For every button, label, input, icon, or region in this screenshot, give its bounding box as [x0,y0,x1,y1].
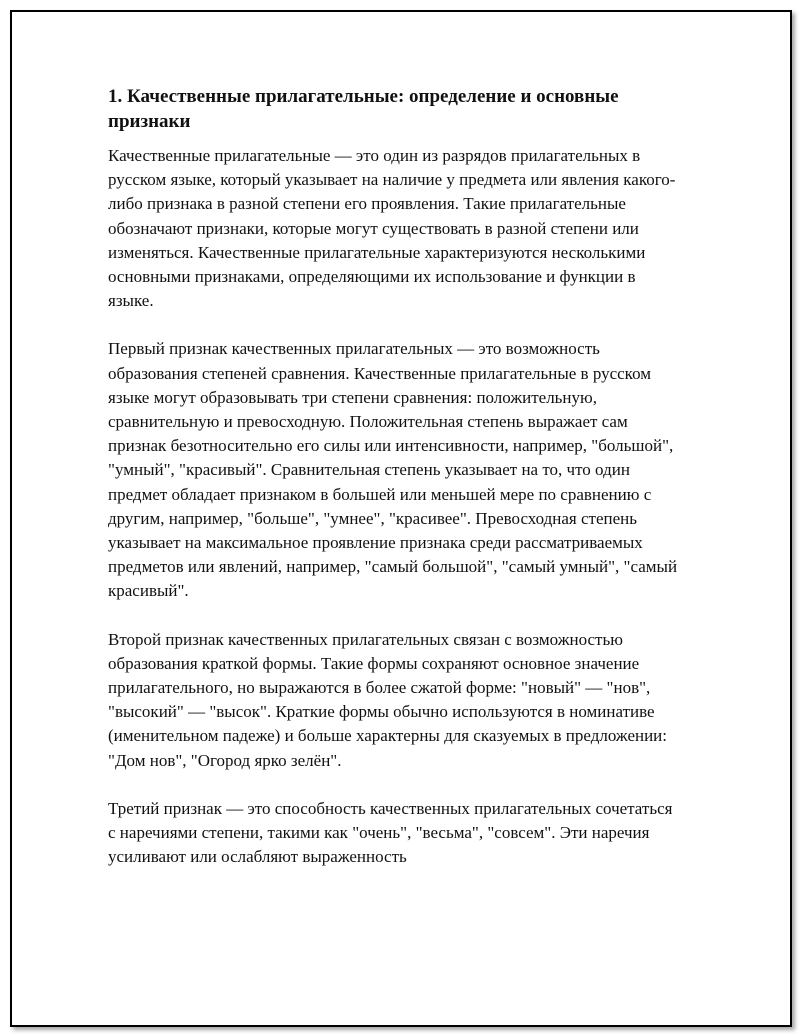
paragraph-short-form: Второй признак качественных прилагательных связан с возможностью образования краткой формы. Такие формы сохраняют основное значение прилагательного, но выражаются в более сжатой форме: "новый" — "нов", "высокий" — "высок". Краткие формы обычно используются в номинативе (именительном падеже) и больше характерны для сказуемых в предложении: "Дом нов", "Огород ярко зелён". [108,629,667,770]
paragraph-degree-adverbs: Третий признак — это способность качественных прилагательных сочетаться с наречиями степени, такими как "очень", "весьма", "совсем". Эти наречия усиливают или ослабляют выраженность [108,798,673,867]
paragraph-comparison-degrees: Первый признак качественных прилагательных — это возможность образования степеней сравнения. Качественные прилагательные в русском языке могут образовывать три степени сравнения: положительную, сравнительную и превосходную. Положительная степень выражает сам признак безотносительно его силы или интенсивности, например, "большой", "умный", "красивый". Сравнительная степень указывает на то, что один предмет обладает признаком в большей или меньшей мере по сравнению с другим, например, "больше", "умнее", "красивее". Превосходная степень указывает на максимальное проявление признака среди рассматриваемых предметов или явлений, например, "самый большой", "самый умный", "самый красивый". [108,339,678,601]
section-heading: 1. Качественные прилагательные: определение и основные признаки [108,86,619,132]
paragraph-definition: Качественные прилагательные — это один из разрядов прилагательных в русском языке, который указывает на наличие у предмета или явления какого-либо признака в разной степени его проявления. Такие прилагательные обозначают признаки, которые могут существовать в разной степени или изменяться. Качественные прилагательные характеризуются несколькими основными признаками, определяющими их использование и функции в языке. [108,146,676,311]
document-body [108,84,678,893]
